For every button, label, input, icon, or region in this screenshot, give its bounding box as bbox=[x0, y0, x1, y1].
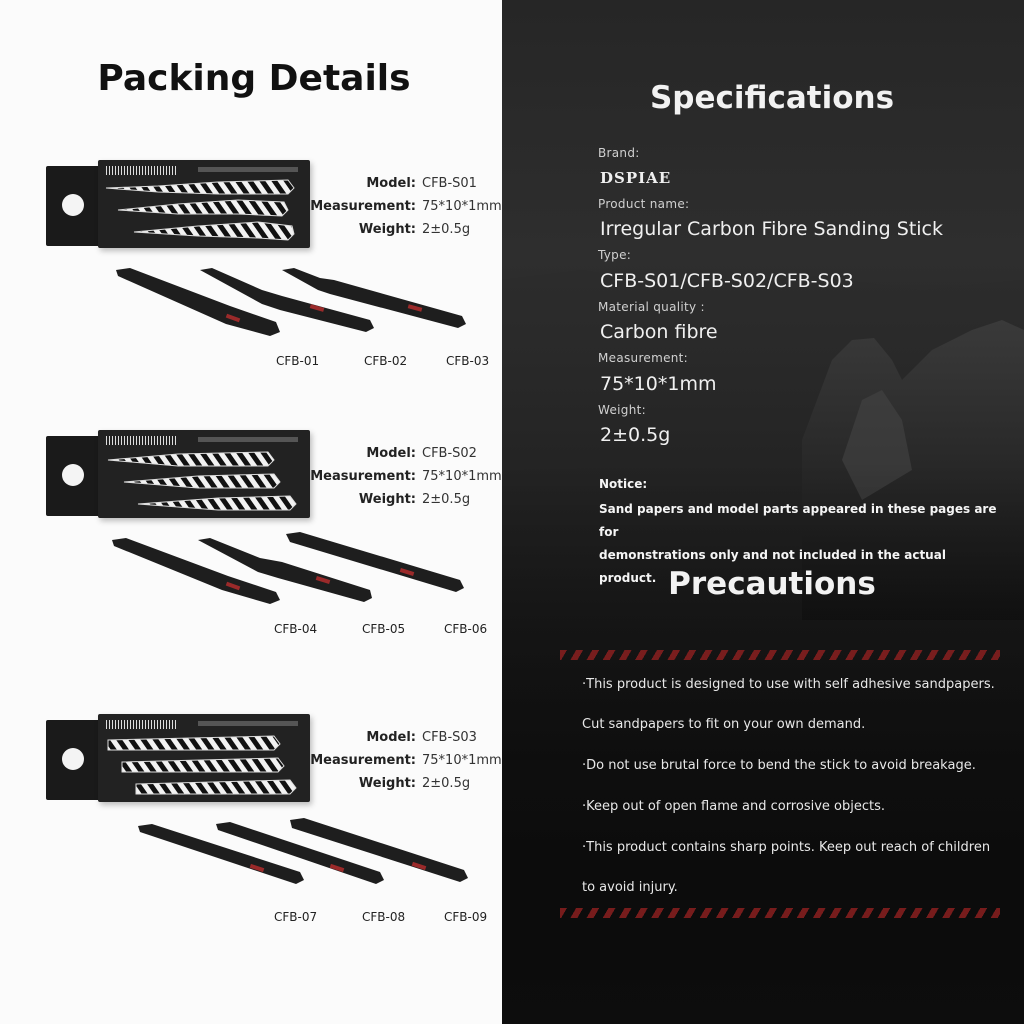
stick-label: CFB-09 bbox=[444, 910, 488, 924]
model-value: CFB-S03 bbox=[422, 730, 477, 745]
weight-value: 2±0.5g bbox=[422, 492, 471, 507]
weight-key: Weight: bbox=[358, 222, 416, 237]
packing-details-panel bbox=[0, 0, 502, 1024]
weight-key: Weight: bbox=[358, 776, 416, 791]
specifications-panel bbox=[502, 0, 1024, 1024]
product-name-value: Irregular Carbon Fibre Sanding Stick bbox=[600, 218, 944, 240]
hang-hole bbox=[62, 464, 84, 486]
precaution-item: ·Keep out of open flame and corrosive objects. bbox=[582, 799, 885, 814]
weight-key: Weight: bbox=[358, 492, 416, 507]
notice-line: demonstrations only and not included in the actual product. bbox=[599, 548, 946, 585]
carbon-sticks-window bbox=[98, 714, 310, 802]
product-name-label: Product name: bbox=[598, 197, 690, 211]
product-set-s02 bbox=[0, 428, 502, 658]
model-key: Model: bbox=[366, 176, 416, 191]
precaution-item: ·Do not use brutal force to bend the stick to avoid breakage. bbox=[582, 758, 976, 773]
package-box-image bbox=[46, 430, 310, 518]
brand-value: DSPIAE bbox=[600, 169, 672, 187]
carbon-sticks-window bbox=[98, 160, 310, 248]
model-value: CFB-S02 bbox=[422, 446, 477, 461]
model-value: CFB-S01 bbox=[422, 176, 477, 191]
carbon-sticks-window bbox=[98, 430, 310, 518]
material-label: Material quality : bbox=[598, 300, 705, 314]
notice-line: Sand papers and model parts appeared in these pages are for bbox=[599, 502, 997, 539]
precaution-item: Cut sandpapers to fit on your own demand. bbox=[582, 717, 866, 732]
weight-value: 2±0.5g bbox=[600, 424, 671, 446]
hazard-stripe bbox=[560, 650, 1000, 660]
measurement-value: 75*10*1mm bbox=[422, 469, 502, 484]
type-label: Type: bbox=[598, 248, 632, 262]
measurement-key: Measurement: bbox=[310, 199, 416, 214]
package-box-image bbox=[46, 714, 310, 802]
stick-label: CFB-02 bbox=[364, 354, 408, 368]
stick-label: CFB-08 bbox=[362, 910, 406, 924]
weight-label: Weight: bbox=[598, 403, 646, 417]
measurement-label: Measurement: bbox=[598, 351, 689, 365]
stick-label: CFB-06 bbox=[444, 622, 488, 636]
precaution-item: ·This product contains sharp points. Keep out reach of children bbox=[582, 840, 991, 855]
stick-label: CFB-07 bbox=[274, 910, 318, 924]
brand-label: Brand: bbox=[598, 146, 640, 160]
precaution-item: ·This product is designed to use with self adhesive sandpapers. bbox=[582, 677, 995, 692]
product-set-s01 bbox=[0, 158, 502, 388]
weight-value: 2±0.5g bbox=[422, 222, 471, 237]
model-key: Model: bbox=[366, 730, 416, 745]
measurement-key: Measurement: bbox=[310, 753, 416, 768]
measurement-value: 75*10*1mm bbox=[422, 753, 502, 768]
stick-label: CFB-04 bbox=[274, 622, 318, 636]
notice-heading: Notice: bbox=[599, 477, 648, 491]
stick-label: CFB-01 bbox=[276, 354, 320, 368]
sanding-sticks-image bbox=[0, 812, 502, 942]
measurement-key: Measurement: bbox=[310, 469, 416, 484]
product-set-s03 bbox=[0, 712, 502, 942]
measurement-value: 75*10*1mm bbox=[600, 373, 717, 395]
type-value: CFB-S01/CFB-S02/CFB-S03 bbox=[600, 270, 854, 292]
material-value: Carbon fibre bbox=[600, 321, 718, 343]
hang-hole bbox=[62, 194, 84, 216]
sanding-sticks-image bbox=[0, 528, 502, 658]
stick-label: CFB-05 bbox=[362, 622, 406, 636]
measurement-value: 75*10*1mm bbox=[422, 199, 502, 214]
stick-label: CFB-03 bbox=[446, 354, 490, 368]
precaution-item: to avoid injury. bbox=[582, 880, 678, 895]
model-key: Model: bbox=[366, 446, 416, 461]
hazard-stripe bbox=[560, 908, 1000, 918]
packing-details-title: Packing Details bbox=[97, 58, 411, 99]
precautions-title: Precautions bbox=[668, 566, 876, 602]
weight-value: 2±0.5g bbox=[422, 776, 471, 791]
specifications-title: Specifications bbox=[649, 80, 895, 116]
sanding-sticks-image bbox=[0, 258, 502, 388]
hang-hole bbox=[62, 748, 84, 770]
package-box-image bbox=[46, 160, 310, 248]
